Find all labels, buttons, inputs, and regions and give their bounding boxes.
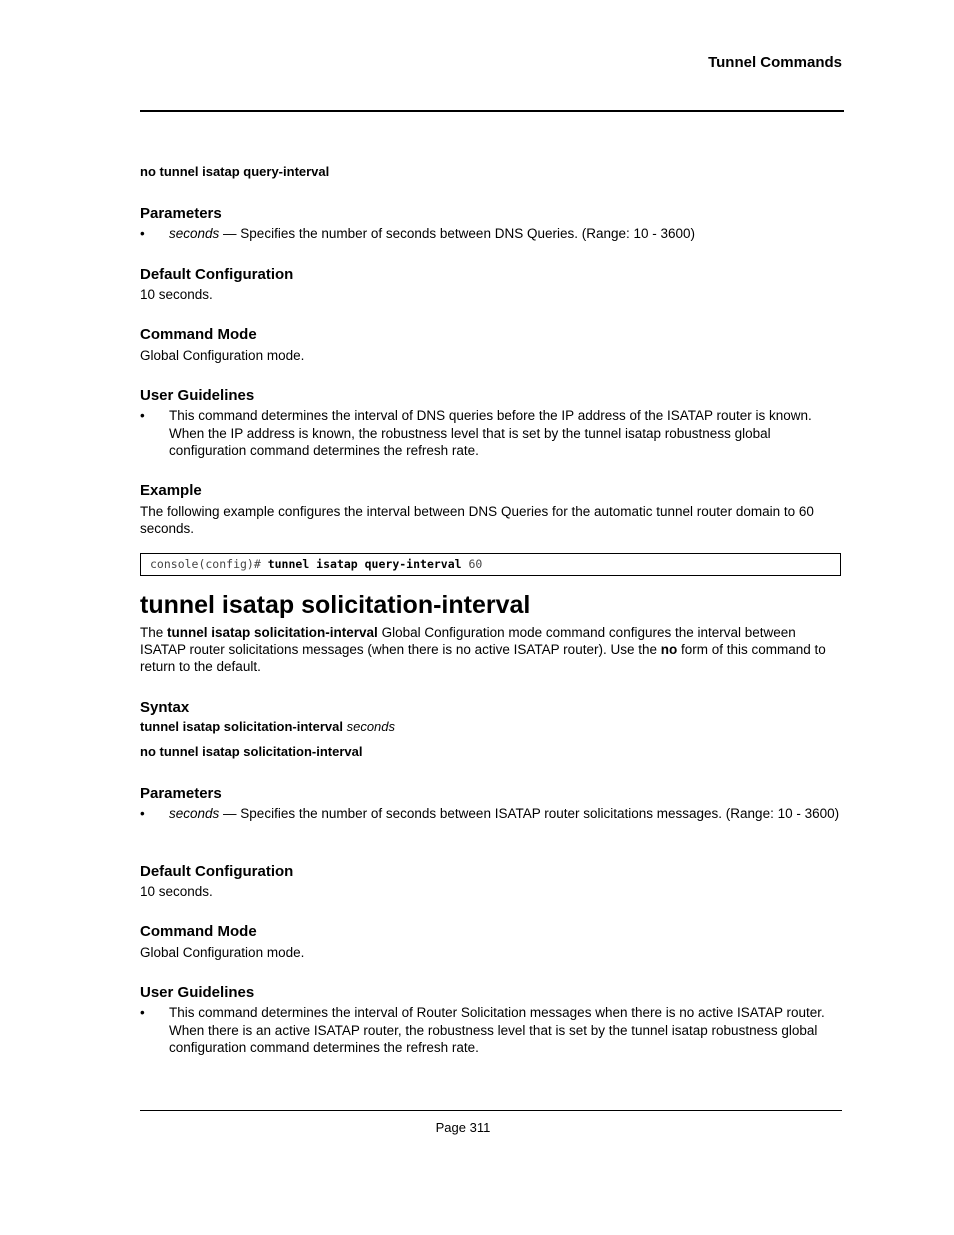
default-config-value: 10 seconds. <box>140 884 213 899</box>
guideline-item <box>140 407 844 460</box>
intro-text: The <box>140 625 168 640</box>
bullet-icon: • <box>140 806 145 821</box>
bullet-icon: • <box>140 226 145 241</box>
command-mode-value: Global Configuration mode. <box>140 945 305 960</box>
header-rule <box>140 110 844 112</box>
parameter-desc: — Specifies the number of seconds between DNS Queries. (Range: 10 - 3600) <box>219 226 696 241</box>
bullet-icon: • <box>140 1005 145 1020</box>
default-config-heading: Default Configuration <box>140 266 294 283</box>
user-guidelines-heading: User Guidelines <box>140 387 255 404</box>
bullet-icon: • <box>140 408 145 423</box>
no-command-syntax: no tunnel isatap solicitation-interval <box>140 744 363 759</box>
syntax-command <box>140 719 844 734</box>
no-command-syntax: no tunnel isatap query-interval <box>140 164 330 179</box>
syntax-keyword: tunnel isatap solicitation-interval <box>140 719 343 734</box>
intro-no-keyword: no <box>660 642 678 657</box>
parameter-name: seconds <box>169 226 220 241</box>
default-config-heading: Default Configuration <box>140 863 294 880</box>
guideline-item <box>140 1004 844 1057</box>
syntax-heading: Syntax <box>140 699 190 716</box>
example-heading: Example <box>140 482 202 499</box>
parameters-heading: Parameters <box>140 785 222 802</box>
parameter-item <box>140 225 844 243</box>
footer-rule <box>140 1110 842 1111</box>
guideline-text: This command determines the interval of Router Solicitation messages when there is no active ISATAP router. When there is an active ISATAP router, the robustness level that is set by the tunnel isatap robustness global configuration command determines the refresh rate. <box>169 1005 825 1055</box>
parameter-text <box>169 225 844 243</box>
user-guidelines-heading: User Guidelines <box>140 984 255 1001</box>
intro-text: form of this command to return to the default. <box>140 642 826 674</box>
command-intro <box>140 624 844 675</box>
guideline-text: This command determines the interval of DNS queries before the IP address of the ISATAP router is known. When the IP address is known, the robustness level that is set by the tunnel isatap robustness global configuration command determines the refresh rate. <box>169 408 812 458</box>
command-mode-heading: Command Mode <box>140 326 257 343</box>
intro-command: tunnel isatap solicitation-interval <box>167 625 378 640</box>
default-config-value: 10 seconds. <box>140 287 213 302</box>
example-text: The following example configures the interval between DNS Queries for the automatic tunnel router domain to 60 seconds. <box>140 504 814 536</box>
parameter-desc: — Specifies the number of seconds between ISATAP router solicitations messages. (Range: 10 - 3600) <box>219 806 840 821</box>
code-example <box>140 553 841 576</box>
parameter-text <box>169 805 844 823</box>
parameters-heading: Parameters <box>140 205 222 222</box>
command-title: tunnel isatap solicitation-interval <box>140 591 531 619</box>
intro-text: Global Configuration mode command configures the interval between ISATAP router solicitations messages (when there is no active ISATAP router). Use the <box>140 625 796 657</box>
running-header: Tunnel Commands <box>708 54 842 71</box>
code-command: tunnel isatap query-interval <box>267 557 462 571</box>
command-mode-value: Global Configuration mode. <box>140 348 305 363</box>
code-arg: 60 <box>461 557 483 571</box>
parameter-name: seconds <box>169 806 220 821</box>
command-mode-heading: Command Mode <box>140 923 257 940</box>
parameter-item <box>140 805 844 823</box>
page-number: Page 311 <box>435 1120 491 1135</box>
code-prompt: console(config)# <box>150 557 268 571</box>
syntax-arg: seconds <box>342 719 396 734</box>
